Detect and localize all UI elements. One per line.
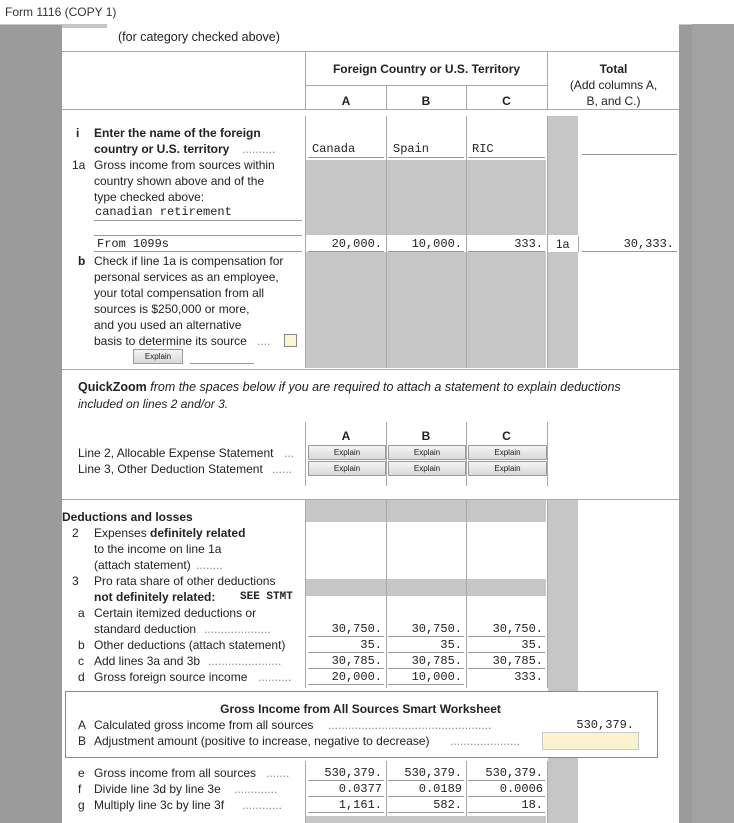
underline: [388, 652, 464, 653]
line-1b-text4: sources is $250,000 or more,: [94, 302, 250, 316]
underline: [308, 668, 384, 669]
col-group-title: Foreign Country or U.S. Territory: [332, 62, 521, 76]
line-1a-text2: country shown above and of the: [94, 174, 265, 188]
underline: [468, 157, 545, 158]
prior-section-stub: [62, 24, 107, 28]
line-1b-checkbox[interactable]: [284, 334, 297, 347]
grid-line: [305, 500, 306, 688]
line-1a-num: 1a: [72, 158, 86, 172]
col-c-header: C: [502, 94, 511, 108]
line-3c-c[interactable]: 30,785.: [492, 654, 543, 668]
line-3f-letter: f: [78, 782, 82, 796]
line-3a-text2: standard deduction: [94, 622, 197, 636]
line-3f-c[interactable]: 0.0006: [499, 782, 543, 796]
line-2-prefix: Expenses: [94, 526, 151, 540]
line-1a-b[interactable]: 10,000.: [411, 237, 462, 251]
underline: [468, 636, 545, 637]
line-3b-text: Other deductions (attach statement): [94, 638, 286, 652]
line-2-text1: [94, 526, 245, 540]
grid-line: [386, 116, 387, 368]
leader-dots: .......: [266, 766, 290, 780]
scroll-rail[interactable]: [692, 24, 734, 823]
line-2-bold: definitely related: [150, 526, 246, 540]
grid-line: [466, 116, 467, 368]
underline: [468, 251, 545, 252]
line-3e-letter: e: [78, 766, 85, 780]
underline: [582, 154, 677, 155]
total-sub2: B, and C.): [586, 94, 641, 108]
income-description-2[interactable]: From 1099s: [97, 237, 170, 251]
line-i-letter: i: [76, 126, 80, 140]
divider: [62, 499, 679, 500]
line-3f-a[interactable]: 0.0377: [338, 782, 382, 796]
underline: [468, 796, 545, 797]
divider: [62, 51, 679, 52]
underline: [388, 812, 464, 813]
line-3d-c[interactable]: 333.: [514, 670, 543, 684]
line-1b-text1: Check if line 1a is compensation for: [94, 254, 284, 268]
quickzoom-text2: included on lines 2 and/or 3.: [78, 397, 229, 411]
underline: [308, 684, 384, 685]
underline: [388, 251, 464, 252]
underline: [388, 668, 464, 669]
line-1b-letter: b: [78, 254, 86, 268]
underline: [582, 251, 677, 252]
line-3g-text: Multiply line 3c by line 3f: [94, 798, 225, 812]
grid-line: [466, 500, 467, 688]
qz-col-c: C: [502, 429, 511, 443]
line-1b-text5: and you used an alternative: [94, 318, 242, 332]
worksheet-title: Gross Income from All Sources Smart Worksheet: [220, 702, 501, 716]
line-1a-total[interactable]: 30,333.: [623, 237, 674, 251]
underline: [94, 220, 302, 221]
leader-dots: ......: [272, 462, 293, 476]
grid-line: [547, 116, 548, 368]
line-3f-b[interactable]: 0.0189: [418, 782, 462, 796]
total-sub1: (Add columns A,: [569, 78, 658, 92]
line-3a-text1: Certain itemized deductions or: [94, 606, 257, 620]
qz-col-a: A: [341, 429, 351, 443]
worksheet-a-text: Calculated gross income from all sources: [94, 718, 314, 732]
underline: [308, 157, 384, 158]
line-3c-b[interactable]: 30,785.: [411, 654, 462, 668]
shaded-area: [306, 579, 546, 596]
line-1a-total-label: 1a: [556, 237, 570, 251]
line-1b-text3: your total compensation from all: [94, 286, 265, 300]
form-paper: [62, 24, 679, 823]
category-note: (for category checked above): [118, 30, 280, 44]
underline: [468, 652, 545, 653]
leader-dots: ........: [196, 558, 223, 572]
leader-dots: ....................: [204, 622, 271, 636]
window-title: Form 1116 (COPY 1): [5, 5, 117, 19]
quickzoom-title[interactable]: QuickZoom: [78, 380, 147, 394]
divider: [62, 369, 679, 370]
leader-dots: ....: [257, 334, 271, 348]
line-1a-a[interactable]: 20,000.: [331, 237, 382, 251]
line-3c-text: Add lines 3a and 3b: [94, 654, 201, 668]
quickzoom-desc: from the spaces below if you are required to attach a statement to explain deductions: [146, 380, 621, 394]
shaded-area: [548, 252, 578, 368]
title-bar: [0, 0, 734, 25]
underline: [468, 780, 545, 781]
underline: [308, 652, 384, 653]
line-3d-letter: d: [78, 670, 85, 684]
grid-line: [578, 236, 579, 252]
worksheet-a-letter: A: [78, 718, 87, 732]
line-3d-b[interactable]: 10,000.: [411, 670, 462, 684]
line-3b-letter: b: [78, 638, 85, 652]
qz-line2-label: Line 2, Allocable Expense Statement: [78, 446, 274, 460]
underline: [308, 796, 384, 797]
line-3-num: 3: [72, 574, 79, 588]
line2-explain-b[interactable]: Explain: [388, 445, 466, 460]
quickzoom-text1: [78, 380, 621, 394]
line-i-text2: country or U.S. territory: [94, 142, 230, 156]
line-2-num: 2: [72, 526, 79, 540]
qz-col-b: B: [421, 429, 431, 443]
line-3a-b[interactable]: 30,750.: [411, 622, 462, 636]
line-1a-c[interactable]: 333.: [514, 237, 543, 251]
line-3d-a[interactable]: 20,000.: [331, 670, 382, 684]
col-b-header: B: [421, 94, 431, 108]
underline: [308, 636, 384, 637]
leader-dots: ...: [284, 446, 295, 460]
worksheet-b-letter: B: [78, 734, 87, 748]
line3-explain-b[interactable]: Explain: [388, 461, 466, 476]
underline: [388, 636, 464, 637]
grid-line: [305, 761, 306, 823]
country-a[interactable]: Canada: [312, 142, 356, 156]
line-1b-text2: personal services as an employee,: [94, 270, 279, 284]
underline: [388, 796, 464, 797]
total-header: Total: [599, 62, 628, 76]
line-3e-b[interactable]: 530,379.: [404, 766, 462, 780]
underline: [190, 363, 254, 364]
line-3e-a[interactable]: 530,379.: [324, 766, 382, 780]
divider: [62, 109, 679, 110]
line-3c-letter: c: [78, 654, 84, 668]
line-1a-text3: type checked above:: [94, 190, 205, 204]
line-3f-text: Divide line 3d by line 3e: [94, 782, 221, 796]
line3-explain-c[interactable]: Explain: [468, 461, 547, 476]
underline: [308, 812, 384, 813]
shaded-area: [548, 116, 578, 235]
line-1a-text1: Gross income from sources within: [94, 158, 275, 172]
shaded-area: [306, 816, 546, 823]
country-c[interactable]: RIC: [472, 142, 494, 156]
leader-dots: ......................: [208, 654, 282, 668]
grid-line: [466, 761, 467, 823]
line-3e-c[interactable]: 530,379.: [485, 766, 543, 780]
grid-line: [386, 761, 387, 823]
grid-line: [547, 422, 548, 486]
line-3e-text: Gross income from all sources: [94, 766, 257, 780]
worksheet-a-value[interactable]: 530,379.: [576, 718, 634, 732]
underline: [388, 157, 464, 158]
line-3-stmt-link[interactable]: SEE STMT: [240, 591, 293, 603]
line3-explain-a[interactable]: Explain: [308, 461, 386, 476]
leader-dots: .....................: [450, 734, 521, 748]
underline: [388, 684, 464, 685]
line-3a-letter: a: [78, 606, 85, 620]
country-b[interactable]: Spain: [393, 142, 430, 156]
shaded-area: [306, 500, 546, 522]
line-2-text3: (attach statement): [94, 558, 191, 572]
underline: [94, 251, 302, 252]
line-3c-a[interactable]: 30,785.: [331, 654, 382, 668]
line2-explain-c[interactable]: Explain: [468, 445, 547, 460]
line-1b-explain-button[interactable]: Explain: [133, 349, 183, 364]
underline: [308, 780, 384, 781]
line-3b-b[interactable]: 35.: [440, 638, 462, 652]
leader-dots: ............: [242, 798, 283, 812]
col-a-header: A: [341, 94, 351, 108]
shaded-area: [306, 252, 546, 368]
line-3b-a[interactable]: 35.: [360, 638, 382, 652]
underline: [468, 812, 545, 813]
grid-line: [305, 116, 306, 368]
leader-dots: .............: [234, 782, 278, 796]
underline: [468, 668, 545, 669]
line2-explain-a[interactable]: Explain: [308, 445, 386, 460]
shaded-area: [548, 500, 578, 823]
line-2-text2: to the income on line 1a: [94, 542, 222, 556]
line-3a-a[interactable]: 30,750.: [331, 622, 382, 636]
underline: [94, 235, 302, 236]
divider: [306, 85, 547, 86]
grid-line: [547, 761, 548, 823]
line-3b-c[interactable]: 35.: [521, 638, 543, 652]
line-3-bold: not definitely related:: [94, 590, 216, 604]
line-3g-b[interactable]: 582.: [433, 798, 462, 812]
leader-dots: ..........: [242, 142, 276, 156]
deductions-title: Deductions and losses: [62, 510, 193, 524]
line-i-text1: Enter the name of the foreign: [94, 126, 261, 140]
line-3g-letter: g: [78, 798, 85, 812]
underline: [388, 780, 464, 781]
qz-line3-label: Line 3, Other Deduction Statement: [78, 462, 263, 476]
leader-dots: ..........: [258, 670, 292, 684]
line-1b-text6: basis to determine its source: [94, 334, 247, 348]
line-3g-a[interactable]: 1,161.: [338, 798, 382, 812]
shaded-area: [306, 160, 546, 235]
worksheet-b-input[interactable]: [542, 732, 639, 750]
line-3a-c[interactable]: 30,750.: [492, 622, 543, 636]
underline: [308, 251, 384, 252]
income-description-1[interactable]: canadian retirement: [95, 205, 232, 219]
grid-line: [547, 500, 548, 688]
grid-line: [386, 500, 387, 688]
line-3-text1: Pro rata share of other deductions: [94, 574, 276, 588]
line-3d-text: Gross foreign source income: [94, 670, 248, 684]
leader-dots: .................................................: [328, 718, 492, 732]
worksheet-b-text: Adjustment amount (positive to increase, negative to decrease): [94, 734, 430, 748]
line-3g-c[interactable]: 18.: [521, 798, 543, 812]
